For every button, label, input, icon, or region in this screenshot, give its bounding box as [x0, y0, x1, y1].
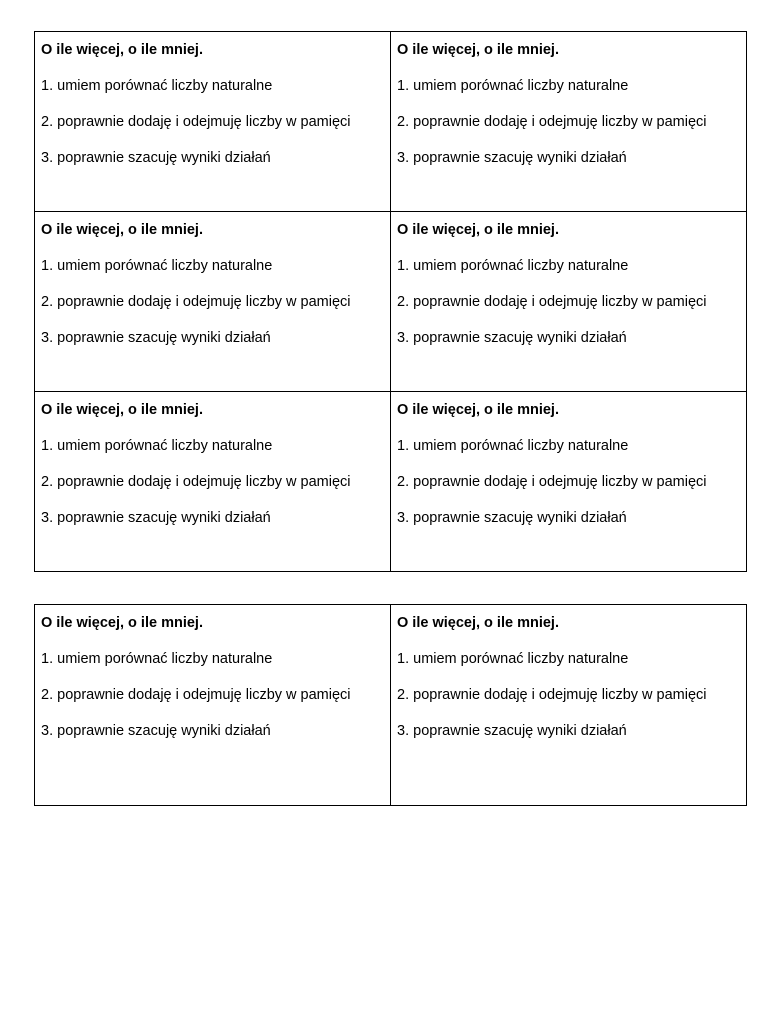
learning-objectives-card: [391, 605, 747, 806]
objective-text: umiem porównać liczby naturalne: [57, 438, 273, 454]
objective-text: poprawnie dodaję i odejmuję liczby w pamięci: [57, 114, 351, 130]
learning-objectives-card: [391, 32, 747, 212]
objective-text: umiem porównać liczby naturalne: [57, 258, 273, 274]
objective-item: [41, 647, 384, 671]
card-title: O ile więcej, o ile mniej.: [397, 402, 559, 418]
card-row: [35, 392, 747, 572]
objective-number: 3.: [397, 510, 410, 526]
objective-item: [397, 506, 740, 530]
objective-text: umiem porównać liczby naturalne: [413, 438, 629, 454]
objective-text: poprawnie szacuję wyniki działań: [57, 723, 271, 739]
objective-item: [397, 74, 740, 98]
card-title: O ile więcej, o ile mniej.: [41, 402, 203, 418]
objective-item: [397, 683, 740, 707]
objective-item: [41, 110, 384, 134]
card-title: O ile więcej, o ile mniej.: [41, 42, 203, 58]
card-title: O ile więcej, o ile mniej.: [397, 222, 559, 238]
objective-text: umiem porównać liczby naturalne: [413, 651, 629, 667]
objective-item: [41, 146, 384, 170]
objective-item: [41, 74, 384, 98]
objective-number: 3.: [397, 723, 410, 739]
objective-text: poprawnie dodaję i odejmuję liczby w pamięci: [413, 474, 707, 490]
objective-number: 3.: [41, 510, 54, 526]
objective-number: 2.: [397, 474, 410, 490]
objective-number: 2.: [41, 294, 54, 310]
objective-text: poprawnie szacuję wyniki działań: [57, 150, 271, 166]
objective-item: [397, 290, 740, 314]
objective-number: 2.: [41, 687, 54, 703]
objective-number: 3.: [397, 330, 410, 346]
objective-number: 2.: [41, 474, 54, 490]
objective-text: umiem porównać liczby naturalne: [413, 258, 629, 274]
objective-number: 3.: [41, 330, 54, 346]
objective-text: umiem porównać liczby naturalne: [57, 651, 273, 667]
objective-number: 1.: [41, 258, 54, 274]
learning-objectives-card: [391, 392, 747, 572]
card-title: O ile więcej, o ile mniej.: [41, 615, 203, 631]
objective-item: [41, 434, 384, 458]
objective-number: 1.: [41, 78, 54, 94]
objective-text: poprawnie szacuję wyniki działań: [413, 723, 627, 739]
objective-number: 1.: [397, 258, 410, 274]
objective-number: 1.: [397, 651, 410, 667]
objective-number: 1.: [41, 651, 54, 667]
objective-number: 3.: [41, 150, 54, 166]
card-sheet-bottom: [34, 604, 747, 806]
objective-item: [397, 254, 740, 278]
card-title: O ile więcej, o ile mniej.: [397, 42, 559, 58]
objective-item: [397, 470, 740, 494]
learning-objectives-card: [35, 392, 391, 572]
objective-item: [41, 470, 384, 494]
learning-objectives-card: [35, 32, 391, 212]
objective-item: [397, 146, 740, 170]
objective-number: 1.: [41, 438, 54, 454]
objective-number: 2.: [41, 114, 54, 130]
card-row: [35, 32, 747, 212]
objective-text: poprawnie szacuję wyniki działań: [413, 510, 627, 526]
objective-text: poprawnie szacuję wyniki działań: [413, 150, 627, 166]
objective-number: 2.: [397, 687, 410, 703]
learning-objectives-card: [391, 212, 747, 392]
objective-text: umiem porównać liczby naturalne: [57, 78, 273, 94]
card-title: O ile więcej, o ile mniej.: [397, 615, 559, 631]
card-row: [35, 212, 747, 392]
objective-text: poprawnie szacuję wyniki działań: [413, 330, 627, 346]
learning-objectives-card: [35, 605, 391, 806]
card-row: [35, 605, 747, 806]
objective-text: poprawnie dodaję i odejmuję liczby w pamięci: [57, 474, 351, 490]
objective-text: poprawnie dodaję i odejmuję liczby w pamięci: [413, 114, 707, 130]
objective-text: umiem porównać liczby naturalne: [413, 78, 629, 94]
learning-objectives-card: [35, 212, 391, 392]
objective-number: 3.: [397, 150, 410, 166]
objective-item: [397, 326, 740, 350]
card-sheet-top: [34, 31, 747, 572]
objective-number: 3.: [41, 723, 54, 739]
objective-number: 2.: [397, 114, 410, 130]
objective-text: poprawnie dodaję i odejmuję liczby w pamięci: [57, 687, 351, 703]
objective-number: 2.: [397, 294, 410, 310]
objective-item: [397, 719, 740, 743]
objective-item: [41, 506, 384, 530]
objective-text: poprawnie szacuję wyniki działań: [57, 510, 271, 526]
objective-text: poprawnie dodaję i odejmuję liczby w pamięci: [413, 294, 707, 310]
objective-item: [41, 290, 384, 314]
objective-text: poprawnie dodaję i odejmuję liczby w pamięci: [57, 294, 351, 310]
card-title: O ile więcej, o ile mniej.: [41, 222, 203, 238]
objective-number: 1.: [397, 438, 410, 454]
objective-item: [41, 683, 384, 707]
objective-item: [41, 719, 384, 743]
objective-item: [41, 254, 384, 278]
objective-item: [397, 647, 740, 671]
objective-text: poprawnie szacuję wyniki działań: [57, 330, 271, 346]
objective-number: 1.: [397, 78, 410, 94]
objective-text: poprawnie dodaję i odejmuję liczby w pamięci: [413, 687, 707, 703]
objective-item: [397, 110, 740, 134]
objective-item: [41, 326, 384, 350]
objective-item: [397, 434, 740, 458]
